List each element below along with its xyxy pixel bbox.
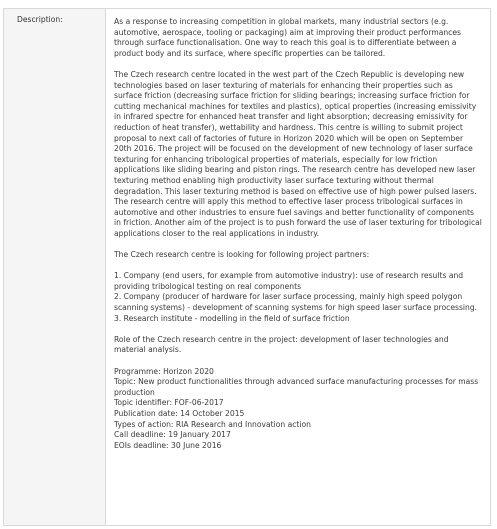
detail-types-of-action: Types of action: RIA Research and Innovation action	[114, 419, 311, 429]
partners-list	[114, 271, 482, 324]
detail-topic: Topic: New product functionalities through advanced surface manufacturing processes for mass production	[114, 377, 479, 397]
description-value	[106, 9, 490, 525]
detail-call-deadline: Call deadline: 19 January 2017	[114, 430, 231, 440]
intro-paragraph: As a response to increasing competition in global markets, many industrial sectors (e.g. automotive, aerospace, tooling or packaging) aim at improving their product performances through surface functionalisation. One way to reach this goal is to differentiate between a product body and its surface, where specific properties can be tailored.	[114, 17, 461, 58]
details-list	[114, 367, 482, 452]
description-label: Description:	[4, 9, 106, 525]
role-paragraph: Role of the Czech research centre in the project: development of laser technologies and material analysis.	[114, 334, 449, 355]
partners-intro: The Czech research centre is looking for following project partners:	[114, 250, 370, 260]
partner-item: 1. Company (end users, for example from automotive industry): use of research results and providing tribological testing on real components	[114, 271, 464, 291]
partner-item: 3. Research institute - modelling in the field of surface friction	[114, 313, 350, 323]
detail-eois-deadline: EOIs deadline: 30 June 2016	[114, 440, 222, 450]
centre-paragraph: The Czech research centre located in the west part of the Czech Republic is developing new technologies based on laser texturing of materials for enhancing their properties such as surface friction (decreasing surface friction for sliding bearings; increasing surface friction for cutting mechanical machines for textiles and plastics), optical properties (increasing emissivity in infrared spectre for enhanced heat transfer and light absorption; decreasing emissivity for reduction of heat transfer), wettability and hardness. This centre is willing to submit project proposal to next call of factories of future in Horizon 2020 which will be open on September 20th 2016. The project will be focused on the development of new technology of laser surface texturing for enhancing tribological properties of materials, especially for low friction applications like sliding bearing and piston rings. The research centre has developed new laser texturing method enabling high productivity laser surface texturing without thermal degradation. This laser texturing method is based on effective use of high power pulsed lasers. The research centre will apply this method to effective laser process tribological surfaces in automotive and other industries to ensure fuel savings and better functionality of components in friction. Another aim of the project is to push forward the use of laser texturing for tribological applications closer to the real applications in industry.	[114, 69, 482, 238]
description-row	[3, 8, 491, 526]
detail-programme: Programme: Horizon 2020	[114, 366, 214, 376]
detail-topic-identifier: Topic identifier: FOF-06-2017	[114, 398, 224, 408]
partner-item: 2. Company (producer of hardware for laser surface processing, mainly high speed polygon scanning systems) - development of scanning systems for high speed laser surface processing.	[114, 292, 478, 313]
detail-publication-date: Publication date: 14 October 2015	[114, 408, 245, 418]
